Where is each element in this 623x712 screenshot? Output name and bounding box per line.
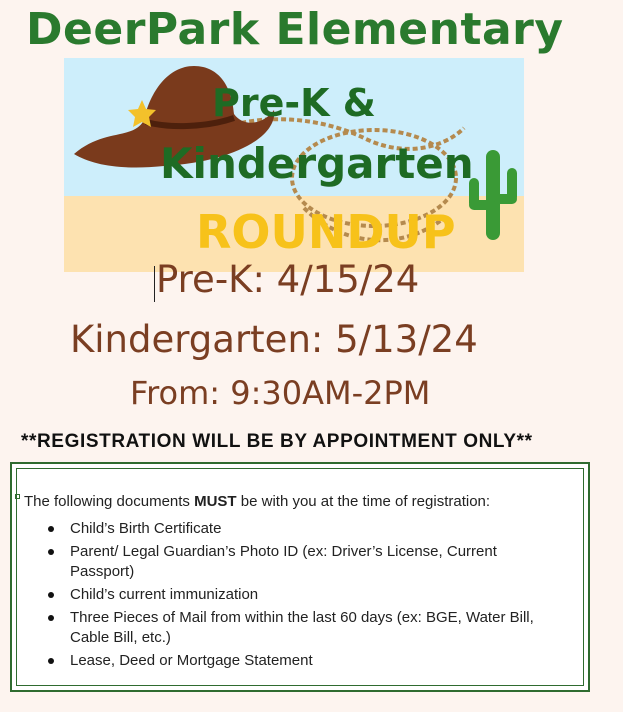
bullet-icon [48,549,54,555]
appointment-notice: **REGISTRATION WILL BE BY APPOINTMENT ONLY** [21,431,533,452]
event-time: From: 9:30AM-2PM [130,374,431,412]
list-item [34,519,554,539]
list-item-text: Child’s current immunization [70,586,259,603]
kindergarten-date: Kindergarten: 5/13/24 [70,318,478,361]
intro-text: The following documents [24,493,195,510]
prek-date: Pre-K: 4/15/24 [156,258,420,301]
roundup-banner [64,58,524,272]
banner-title-line1: Pre-K & [212,81,376,125]
required-documents-list [34,519,554,674]
banner-title-line2: Kindergarten [160,139,474,188]
bullet-icon [48,526,54,532]
documents-intro [24,493,490,510]
documents-box [10,462,590,692]
list-item [34,608,554,648]
anchor-icon [15,494,20,499]
list-item-text: Parent/ Legal Guardian’s Photo ID (ex: Driver’s License, Current Passport) [70,543,497,580]
school-title: DeerPark Elementary [26,4,564,55]
list-item [34,651,554,671]
bullet-icon [48,615,54,621]
intro-text-end: be with you at the time of registration: [236,493,491,510]
text-cursor [154,266,155,302]
list-item-text: Child’s Birth Certificate [70,520,222,537]
list-item-text: Three Pieces of Mail from within the last 60 days (ex: BGE, Water Bill, Cable Bill, etc.) [70,609,534,646]
bullet-icon [48,658,54,664]
list-item [34,542,554,582]
list-item-text: Lease, Deed or Mortgage Statement [70,652,313,669]
bullet-icon [48,592,54,598]
list-item [34,585,554,605]
banner-title-line3: ROUNDUP [196,205,456,259]
intro-emphasis: MUST [194,493,237,510]
